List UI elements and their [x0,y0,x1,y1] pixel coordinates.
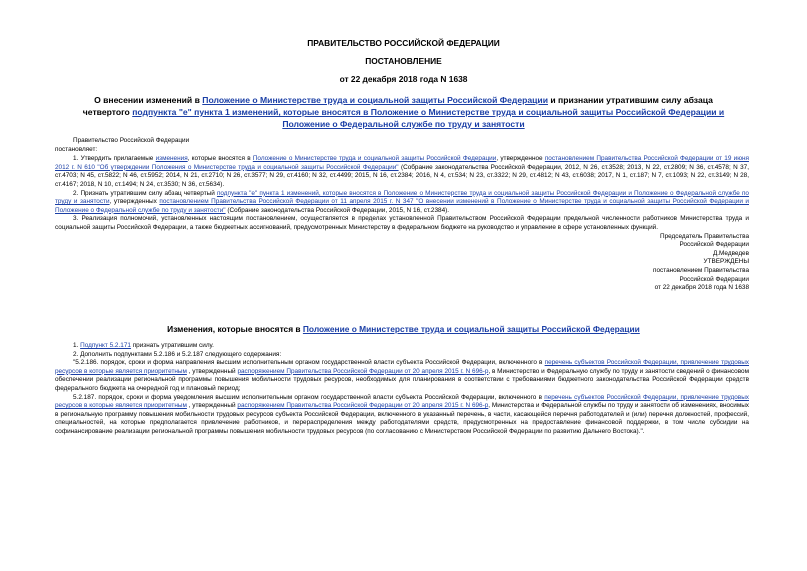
paragraph-3: 3. Реализация полномочий, установленных настоящим постановлением, осуществляется в пределах установленной Правительством Российской Федерации предельной численности работников Министерства труда и социальной защиты Российской Федерации, а также бюджетных ассигнований, предусмотренных Министерству в федеральном бюджете на руководство и управление в сфере установленных функций. [55,215,749,231]
approved-block [55,258,749,292]
approved-line-3: Российской Федерации [679,275,749,283]
p1-link-regulation[interactable]: Положение о Министерстве труда и социальной защиты Российской Федерации [252,155,497,163]
changes-title-link[interactable]: Положение о Министерстве труда и социальной защиты Российской Федерации [302,324,640,334]
p2-text-3: (Собрание законодательства Российской Федерации, 2015, N 16, ст.2384). [225,206,450,214]
p1-text-1: 1. Утвердить прилагаемые [73,155,156,163]
c4-link-order[interactable]: распоряжением Правительства Российской Федерации от 20 апреля 2015 г. N 696-р [237,402,489,410]
p2-text-2: , утвержденных [109,198,160,206]
title-link-subpoint[interactable]: подпункта "е" пункта 1 изменений, которые вносятся в Положение о Министерстве труда и социальной защиты Российской Федерации и Положение о Федеральной службе по труду и занятости [132,107,725,129]
approved-line-4: от 22 декабря 2018 года N 1638 [654,284,749,292]
p1-text-4: (Собрание законодательства Российской Федерации, 2012, N 26, ст.3528; 2013, N 22, ст.2809; N 36, ст.4578; N 37, ст.4703; N 45, ст.5822; N 46, ст.5952; 2014, N 21, ст.2710; N 26, ст.3577; N 29, ст.4160; N 32, ст.4499; 2015, N 16, ст.2384; 2016, N 4, ст.534; N 23, ст.3322; N 29, ст.4812; N 43, ст.6038; 2017, N 1, ст.187; N 7, ст.1093; N 22, ст.3149; N 28, ст.4167; 2018, N 10, ст.1494; N 24, ст.3530; N 36, ст.5634). [55,163,749,188]
p2-link-subpoint[interactable]: подпункта "е" пункта 1 изменений, которые вносятся в Положение о Министерстве труда и социальной защиты Российской Федерации и Положение о Федеральной службе по труду и занятости [55,189,749,206]
p2-link-resolution-347[interactable]: постановлением Правительства Российской Федерации от 11 апреля 2015 г. N 347 "О внесении изменений в Положение о Министерстве труда и социальной защиты Российской Федерации и Положение о Федеральной службе по труду и занятости" [55,198,749,214]
changes-title-text: Изменения, которые вносятся в [167,324,303,334]
c4-text-1: 5.2.187. порядок, сроки и форма уведомления высшим исполнительным органом государственной власти субъекта Российской Федерации, включенного в [73,393,545,401]
paragraph-1 [55,155,749,189]
title-link-regulation[interactable]: Положение о Министерстве труда и социальной защиты Российской Федерации [202,95,548,105]
c4-link-list[interactable]: перечень субъектов Российской Федерации, привлечение трудовых ресурсов в которые является приоритетным [55,393,749,410]
decree-body [55,137,749,293]
p1-text-2: , которые вносятся в [187,155,253,163]
change-2: 2. Дополнить подпунктами 5.2.186 и 5.2.187 следующего содержания: [73,350,282,358]
change-3 [55,359,749,393]
document-date-number: от 22 декабря 2018 года N 1638 [339,74,468,84]
document-title [70,94,737,130]
c3-text-3: , в Министерство и Федеральную службу по труду и занятости сведений о финансовом обеспечении реализации региональной программы повышения мобильности трудовых ресурсов, необходимых для планирования в соответствии с требованиями бюджетного законодательства Российской Федерации средств федерального бюджета на очередной год и плановый период; [55,367,749,392]
c4-text-2: , утвержденный [186,402,238,410]
signature-block [55,233,749,259]
signature-line-2: Российской Федерации [679,241,749,249]
document-type: ПОСТАНОВЛЕНИЕ [365,56,442,66]
changes-body [55,342,749,437]
c1-text-2: признать утратившим силу. [130,342,214,349]
c3-link-order[interactable]: распоряжением Правительства Российской Федерации от 20 апреля 2015 г. N 696-р [237,367,489,375]
approved-line-1: УТВЕРЖДЕНЫ [703,258,749,266]
p2-text-1: 2. Признать утратившим силу абзац четвертый [73,189,217,197]
changes-title [0,324,807,334]
p1-link-changes[interactable]: изменения [155,155,188,163]
c3-text-2: , утвержденный [186,367,238,375]
c4-text-3: , Министерства и Федеральной службы по труду и занятости об изменениях, вносимых в региональную программу повышения мобильности трудовых ресурсов субъекта Российской Федерации, включенного в указанный перечень, в части, касающейся перечня работодателей и (или) перечня должностей, профессий, специальностей, на которые предполагается привлечение работников, и перераспределения между работодателями средств, предусмотренных на предоставление финансовой поддержки, в том числе субсидии на софинансирование реализации региональной программы повышения мобильности трудовых ресурсов (по согласованию с Министерством Российской Федерации по развитию Дальнего Востока).". [55,402,749,435]
signature-name: Д.Медведев [712,249,749,257]
intro-line-2: постановляет: [55,145,98,153]
c1-text-1: 1. [73,342,81,349]
c3-link-list[interactable]: перечень субъектов Российской Федерации, привлечение трудовых ресурсов в которые является приоритетным [55,359,749,375]
c3-text-1: "5.2.186. порядок, сроки и форма направления высшим исполнительным органом государственной власти субъекта Российской Федерации, включенного в [73,359,545,367]
change-4 [55,394,749,437]
signature-line-1: Председатель Правительства [660,232,749,240]
title-text-1: О внесении изменений в [94,95,203,105]
p1-text-3: , утвержденное [496,155,545,163]
intro-line-1: Правительство Российской Федерации [73,137,190,144]
approved-line-2: постановлением Правительства [653,266,749,274]
change-1 [55,342,749,351]
c1-link-subpoint[interactable]: Подпункт 5.2.171 [80,342,131,349]
title-text-2: и признании утратившим силу абзаца четвертого [82,95,713,117]
paragraph-2 [55,190,749,216]
government-name: ПРАВИТЕЛЬСТВО РОССИЙСКОЙ ФЕДЕРАЦИИ [307,38,500,48]
p1-link-resolution-610[interactable]: постановлением Правительства Российской Федерации от 19 июня 2012 г. N 610 "Об утверждении Положения о Министерстве труда и социальной защиты Российской Федерации" [55,155,749,171]
